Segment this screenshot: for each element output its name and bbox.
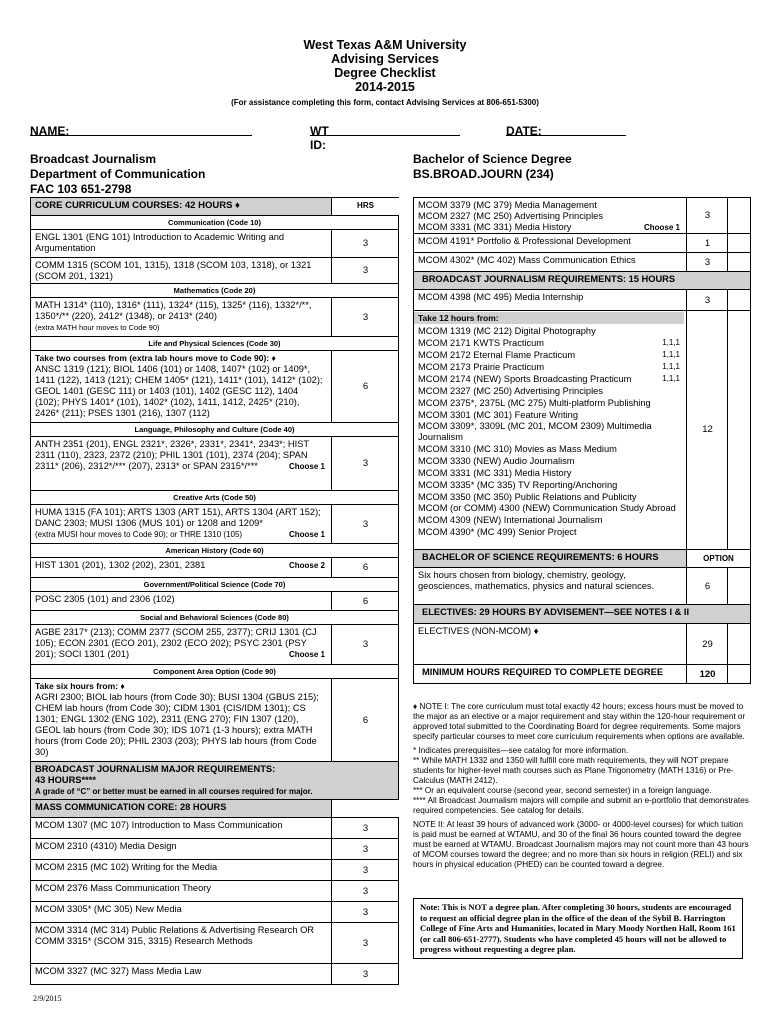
code-40-label: Language, Philosophy and Culture (Code 40) [31, 423, 398, 437]
program-name: Broadcast Journalism [30, 152, 157, 166]
list-item: MCOM 2172 Eternal Flame Practicum 1,1,1 [418, 350, 680, 360]
table-row: Take six hours from: ♦ AGRI 2300; BIOL lab hours (from Code 30); BUSI 1304 (GBUS 215); CHEM lab hours (from Code 30); CIDM 1301 (CIS/IDM 1301); CS 1301; ENGL 1302 (ENG 102), 2311 (ENG 270); FIN 1307 (120), GEOL lab hours (from Code 30); IDS 1071 (1-3 hours); extra MATH hours (from Code 20); PHIL 2303 (203); PHYS lab hours (from Code 30) 6 [31, 679, 398, 762]
note-1: ♦ NOTE I: The core curriculum must total exactly 42 hours; excess hours must be moved to the major as an elective or a major requirement and stay within the 120-hour requirement or approved total submitted to the Coordinating Board for degree requirements. Some majors specify particular courses to meet core curriculum requirements when options are available. [413, 702, 746, 741]
table-row: ENGL 1301 (ENG 101) Introduction to Academic Writing and Argumentation 3 [31, 230, 398, 258]
bj-requirements-header: BROADCAST JOURNALISM REQUIREMENTS: 15 HOURS [414, 272, 750, 290]
note-6: NOTE II: At least 39 hours of advanced work (3000- or 4000-level courses) for which tuition is paid must be earned at WTAMU, and 30 of the final 36 hours counted toward the degree must be earned at WTAMU. Broadcast Journalism majors may not count more than 43 hours of MCOM courses toward the degree; and no more than six hours in religion (RELI) and six hours in physical education (PHED) can be counted toward a degree. [413, 820, 749, 869]
table-row: ELECTIVES (NON-MCOM) ♦ 29 [414, 624, 750, 665]
name-label: NAME: [30, 124, 70, 138]
major-requirements-table [413, 197, 751, 684]
electives-header: ELECTIVES: 29 HOURS BY ADVISEMENT—SEE NOTES I & II [414, 605, 750, 624]
mass-comm-core-row: MASS COMMUNICATION CORE: 28 HOURS [31, 800, 398, 818]
table-row: MATH 1314* (110), 1316* (111), 1324* (115), 1325* (116), 1332*/**, 1350*/** (220), 2412* (1348), or 2413* (240) (extra MATH hour moves to Code 90) 3 [31, 298, 398, 337]
table-row: MCOM 4398 (MC 495) Media Internship 3 [414, 290, 750, 311]
list-item: MCOM (or COMM) 4300 (NEW) Communication Study Abroad [418, 503, 676, 513]
code-30-label: Life and Physical Sciences (Code 30) [31, 337, 398, 351]
table-row: MCOM 3379 (MC 379) Media Management MCOM 2327 (MC 250) Advertising Principles MCOM 3331 (MC 331) Media History Choose 1 3 [414, 198, 750, 234]
revision-date: 2/9/2015 [33, 994, 62, 1003]
department-name: Department of Communication [30, 167, 206, 181]
table-row: MCOM 2376 Mass Communication Theory 3 [31, 881, 398, 902]
list-item: MCOM 4390* (MC 499) Senior Project [418, 527, 577, 537]
document-header [0, 38, 770, 110]
list-item: MCOM 1319 (MC 212) Digital Photography [418, 326, 596, 336]
degree-name: Bachelor of Science Degree [413, 152, 572, 166]
department-info [30, 152, 205, 197]
bs-requirements-header: BACHELOR OF SCIENCE REQUIREMENTS: 6 HOURS OPTION [414, 550, 750, 568]
list-item: MCOM 2171 KWTS Practicum 1,1,1 [418, 338, 680, 348]
table-row: MCOM 4302* (MC 402) Mass Communication Ethics 3 [414, 253, 750, 272]
department-office: FAC 103 651-2798 [30, 182, 132, 196]
table-row: MCOM 2310 (4310) Media Design 3 [31, 839, 398, 860]
code-80-label: Social and Behavioral Sciences (Code 80) [31, 611, 398, 625]
list-item: MCOM 3310 (MC 310) Movies as Mass Medium [418, 444, 617, 454]
list-item: MCOM 2375*, 2375L (MC 275) Multi-platform Publishing [418, 398, 651, 408]
core-curriculum-table [30, 197, 399, 985]
office-name: Advising Services [331, 52, 439, 66]
date-label: DATE: [506, 124, 542, 138]
list-item: MCOM 3309*, 3309L (MC 201, MCOM 2309) Multimedia Journalism [418, 421, 652, 442]
list-item: MCOM 2327 (MC 250) Advertising Principles [418, 386, 603, 396]
list-item: MCOM 3301 (MC 301) Feature Writing [418, 410, 578, 420]
note-4: *** Or an equivalent course (second year, second semester) in a foreign language. [413, 786, 712, 795]
minimum-hours-row: MINIMUM HOURS REQUIRED TO COMPLETE DEGREE 120 [414, 665, 750, 684]
list-item: MCOM 3350 (MC 350) Public Relations and Publicity [418, 492, 637, 502]
table-row: COMM 1315 (SCOM 101, 1315), 1318 (SCOM 103, 1318), or 1321 (SCOM 201, 1321) 3 [31, 258, 398, 284]
academic-year: 2014-2015 [355, 80, 415, 94]
code-10-label: Communication (Code 10) [31, 216, 398, 230]
list-item: MCOM 3335* (MC 335) TV Reporting/Anchoring [418, 480, 618, 490]
contact-note: (For assistance completing this form, contact Advising Services at 806-651-5300) [231, 98, 539, 107]
table-row: MCOM 2315 (MC 102) Writing for the Media 3 [31, 860, 398, 881]
university-name: West Texas A&M University [303, 38, 467, 52]
notes-section [413, 702, 751, 874]
code-60-label: American History (Code 60) [31, 544, 398, 558]
student-info-row [30, 124, 750, 152]
table-row: ANTH 2351 (201), ENGL 2321*, 2326*, 2331*, 2341*, 2343*; HIST 2311 (110), 2323, 2372 (210); PHIL 1301 (101), 2374 (204); SPAN 2311* (206), 2312*/*** (207), 2313* or SPAN 2315*/*** Choose 1 3 [31, 437, 398, 491]
code-20-label: Mathematics (Code 20) [31, 284, 398, 298]
degree-plan-warning: Note: This is NOT a degree plan. After completing 30 hours, students are encouraged to request an official degree plan in the office of the dean of the Sybil B. Harrington College of Fine Arts and Humanities, located in Mary Moody Northen Hall, Room 161 (or call 806-651-2777). Students who have completed 45 hours will not be allowed to progress without requesting a degree plan. [413, 898, 743, 959]
document-title: Degree Checklist [334, 66, 436, 80]
table-row: MCOM 4191* Portfolio & Professional Development 1 [414, 234, 750, 253]
note-2: * Indicates prerequisites—see catalog for more information. [413, 746, 629, 755]
wtid-field[interactable] [310, 124, 460, 136]
list-item: MCOM 3330 (NEW) Audio Journalism [418, 456, 575, 466]
table-row: Take two courses from (extra lab hours move to Code 90): ♦ ANSC 1319 (121); BIOL 1406 (101) or 1408, 1407* (102) or 1409*, 1411 (122), 1413 (121); CHEM 1405* (121), 1411* (101), 1412* (102); GEOL 1401 (GESC 111) or 1403 (101), 1402 (GESC 112), 1404 (102); PHYS 1401* (101), 1402* (102), 1411, 1412, 2425* (210), 2426* (211); PSES 1301 (216), 1307 (112) 6 [31, 351, 398, 423]
table-row: HUMA 1315 (FA 101); ARTS 1303 (ART 151), ARTS 1304 (ART 152); DANC 2303; MUSI 1306 (MUS 101) or 1208 and 1209* (extra MUSI hour moves to Code 90); or THRE 1310 (105) Choose 1 3 [31, 505, 398, 544]
table-row: POSC 2305 (101) and 2306 (102) 6 [31, 592, 398, 611]
code-90-label: Component Area Option (Code 90) [31, 665, 398, 679]
table-row: AGBE 2317* (213); COMM 2377 (SCOM 255, 2377); CRIJ 1301 (CJ 105); ECON 2301 (ECO 201), 2302 (ECO 202); PSYC 2301 (PSY 201); SOCI 1301 (201) Choose 1 3 [31, 625, 398, 665]
major-header-row: BROADCAST JOURNALISM MAJOR REQUIREMENTS: 43 HOURS**** A grade of “C” or better must be earned in all courses required for major. [31, 762, 398, 800]
table-row: MCOM 3327 (MC 327) Mass Media Law 3 [31, 964, 398, 985]
core-header-row: CORE CURRICULUM COURSES: 42 HOURS ♦ HRS [31, 198, 398, 216]
date-field[interactable] [506, 124, 626, 136]
code-50-label: Creative Arts (Code 50) [31, 491, 398, 505]
degree-code: BS.BROAD.JOURN (234) [413, 167, 554, 181]
table-row: HIST 1301 (201), 1302 (202), 2301, 2381 Choose 2 6 [31, 558, 398, 578]
note-5: **** All Broadcast Journalism majors will compile and submit an e-portfolio that demonstrates required competencies. See catalog for details. [413, 796, 749, 815]
table-row: MCOM 3314 (MC 314) Public Relations & Advertising Research OR COMM 3315* (SCOM 315, 3315) Research Methods 3 [31, 923, 398, 964]
wtid-label: WT ID: [310, 124, 329, 152]
table-row: Six hours chosen from biology, chemistry, geology, geosciences, mathematics, physics and natural sciences. 6 [414, 568, 750, 605]
list-item: MCOM 3331 (MC 331) Media History [418, 468, 572, 478]
list-item: MCOM 4309 (NEW) International Journalism [418, 515, 603, 525]
table-row: MCOM 1307 (MC 107) Introduction to Mass Communication 3 [31, 818, 398, 839]
code-70-label: Government/Political Science (Code 70) [31, 578, 398, 592]
elective-course-list: Take 12 hours from: MCOM 1319 (MC 212) Digital Photography MCOM 2171 KWTS Practicum 1,1,1 MCOM 2172 Eternal Flame Practicum 1,1,1 MCOM 2173 Prairie Practicum 1,1,1 MCOM 2174 (NEW) Sports Broadcasting Practicum 1,1,1 MCOM 2327 (MC 250) Advertising Principles MCOM 2375*, 2375L (MC 275) Multi-platform Publishing MCOM 3301 (MC 301) Feature Writing MCOM 3309*, 3309L (MC 201, MCOM 2309) Multimedia Journalism MCOM 3310 (MC 310) Movies as Mass Medium MCOM 3330 (NEW) Audio Journalism MCOM 3331 (MC 331) Media History MCOM 3335* (MC 335) TV Reporting/Anchoring MCOM 3350 (MC 350) Public Relations and Publicity MCOM (or COMM) 4300 (NEW) Communication Study Abroad MCOM 4309 (NEW) International Journalism MCOM 4390* (MC 499) Senior Project 12 [414, 311, 750, 550]
table-row: MCOM 3305* (MC 305) New Media 3 [31, 902, 398, 923]
note-3: ** While MATH 1332 and 1350 will fulfill core math requirements, they will NOT prepare students for higher-level math courses such as Plane Trigonometry (MATH 1316) or Pre-Calculus (MATH 2412). [413, 756, 734, 785]
list-item: MCOM 2174 (NEW) Sports Broadcasting Practicum 1,1,1 [418, 374, 680, 384]
list-item: MCOM 2173 Prairie Practicum 1,1,1 [418, 362, 680, 372]
degree-info [413, 152, 572, 182]
name-field[interactable] [30, 124, 252, 136]
